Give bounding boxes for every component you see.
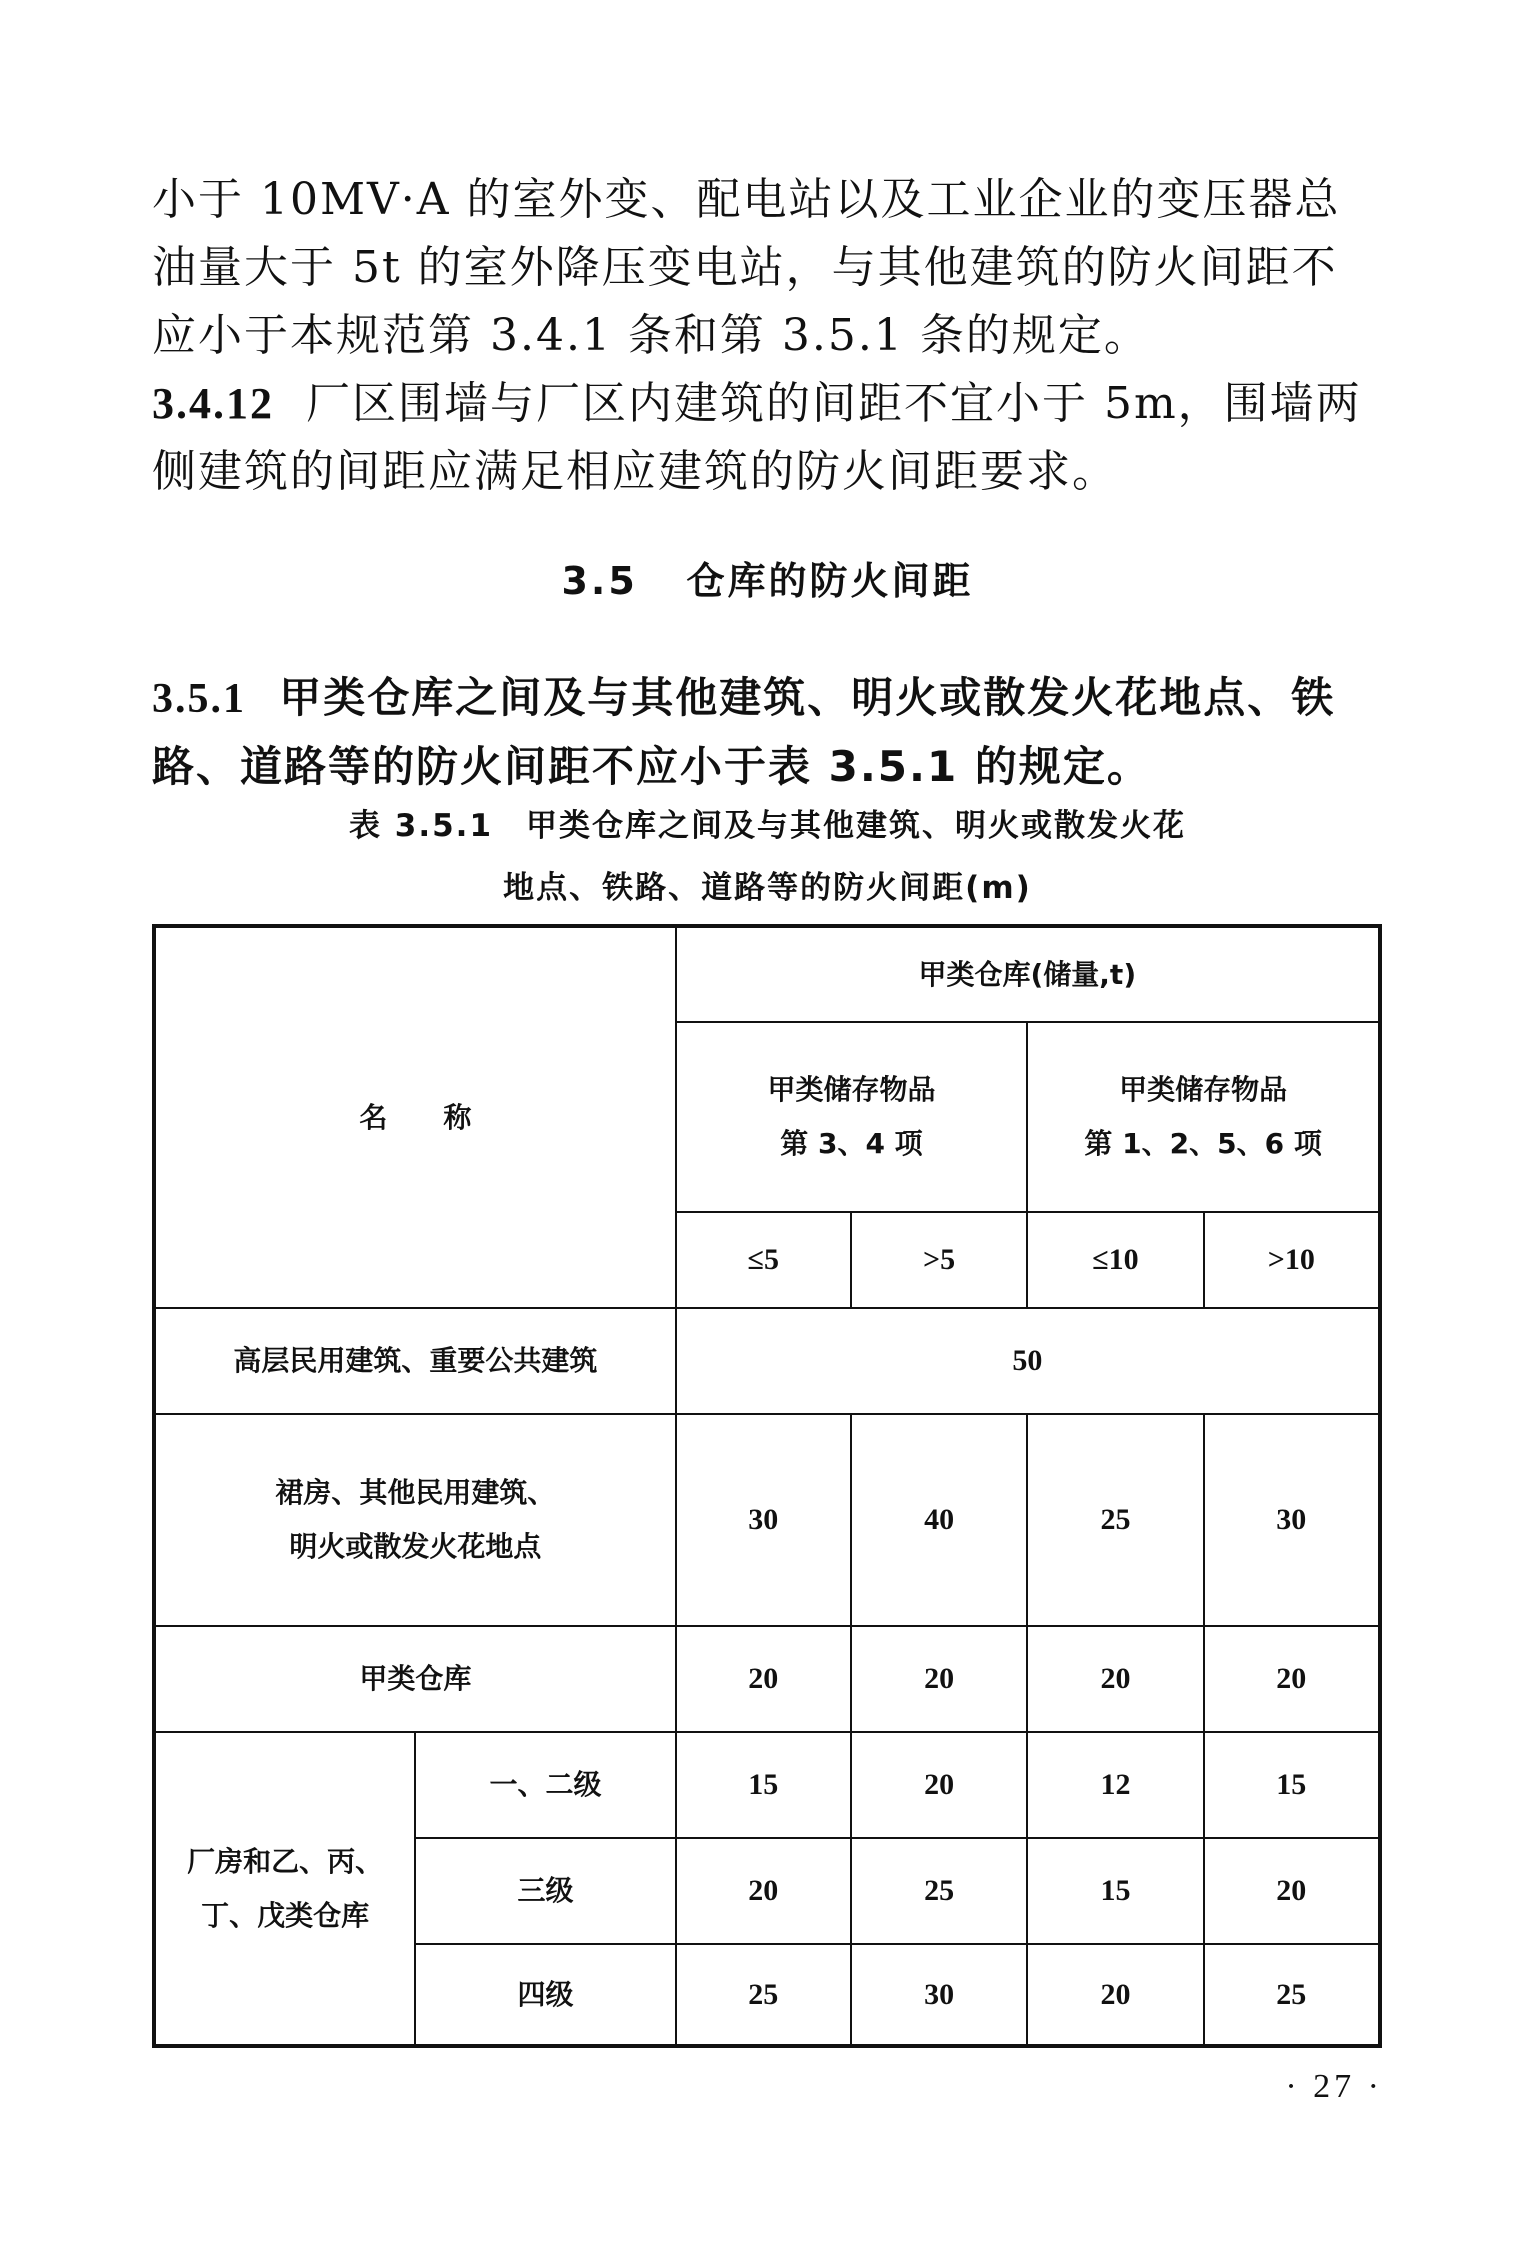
row-label-line: 厂房和乙、丙、 (187, 1844, 384, 1878)
value-cell: 20 (1027, 1944, 1203, 2046)
table-caption-line1: 表 3.5.1 甲类仓库之间及与其他建筑、明火或散发火花 (348, 808, 1187, 844)
grade-label: 一、二级 (415, 1732, 675, 1838)
name-header: 名 称 (154, 926, 676, 1308)
clause-3-5-1 (152, 664, 1382, 801)
value-cell: 20 (1204, 1838, 1380, 1944)
section-number: 3.5 (561, 559, 638, 603)
value-cell: 25 (676, 1944, 851, 2046)
threshold-cell: >10 (1204, 1212, 1380, 1308)
row-label (154, 1414, 676, 1626)
row-label-line: 裙房、其他民用建筑、 (275, 1476, 556, 1509)
value-cell: 30 (676, 1414, 851, 1626)
clause-number: 3.4.12 (152, 379, 274, 428)
table-row (154, 1732, 1380, 1838)
value-cell: 20 (1027, 1626, 1203, 1732)
value-cell: 15 (1027, 1838, 1203, 1944)
value-cell: 15 (1204, 1732, 1380, 1838)
value-cell: 20 (851, 1626, 1027, 1732)
fire-separation-table (152, 924, 1382, 2048)
value-cell: 30 (851, 1944, 1027, 2046)
threshold-cell: ≤5 (676, 1212, 851, 1308)
table-row (154, 1414, 1380, 1626)
value-cell: 50 (676, 1308, 1380, 1414)
paragraph-continued: 小于 10MV·A 的室外变、配电站以及工业企业的变压器总油量大于 5t 的室外降压变电站，与其他建筑的防火间距不应小于本规范第 3.4.1 条和第 3.5.1 条的规定。 (152, 174, 1341, 361)
group-header: 甲类仓库(储量,t) (676, 926, 1380, 1022)
row-group-label (154, 1732, 415, 2046)
grade-label: 四级 (415, 1944, 675, 2046)
value-cell: 12 (1027, 1732, 1203, 1838)
threshold-cell: ≤10 (1027, 1212, 1203, 1308)
section-title: 仓库的防火间距 (686, 559, 974, 603)
value-cell: 30 (1204, 1414, 1380, 1626)
subheader-line: 甲类储存物品 (1119, 1073, 1288, 1106)
value-cell: 25 (851, 1838, 1027, 1944)
table-caption-line2: 地点、铁路、道路等的防火间距(m) (503, 870, 1032, 906)
section-heading (0, 550, 1535, 605)
page-number: · 27 · (1285, 2068, 1383, 2105)
subheader-line: 甲类储存物品 (767, 1073, 936, 1106)
row-label: 甲类仓库 (154, 1626, 676, 1732)
clause-number: 3.5.1 (152, 676, 246, 722)
table-row (154, 1626, 1380, 1732)
value-cell: 20 (676, 1626, 851, 1732)
row-label-line: 丁、戊类仓库 (201, 1898, 370, 1932)
threshold-cell: >5 (851, 1212, 1027, 1308)
row-label: 高层民用建筑、重要公共建筑 (154, 1308, 676, 1414)
subheader-items-1-2-5-6 (1027, 1022, 1380, 1212)
clause-text: 厂区围墙与厂区内建筑的间距不宜小于 5m，围墙两侧建筑的间距应满足相应建筑的防火间距要求。 (152, 378, 1362, 497)
value-cell: 25 (1204, 1944, 1380, 2046)
table-row (154, 1308, 1380, 1414)
grade-label: 三级 (415, 1838, 675, 1944)
value-cell: 40 (851, 1414, 1027, 1626)
clause-3-4-12 (152, 370, 1382, 506)
row-label-line: 明火或散发火花地点 (289, 1530, 542, 1563)
value-cell: 20 (1204, 1626, 1380, 1732)
subheader-line: 第 3、4 项 (780, 1127, 923, 1160)
value-cell: 20 (851, 1732, 1027, 1838)
value-cell: 25 (1027, 1414, 1203, 1626)
subheader-items-3-4 (676, 1022, 1028, 1212)
subheader-line: 第 1、2、5、6 项 (1084, 1127, 1322, 1160)
value-cell: 20 (676, 1838, 851, 1944)
clause-text: 甲类仓库之间及与其他建筑、明火或散发火花地点、铁路、道路等的防火间距不应小于表 3.5.1 的规定。 (152, 673, 1336, 791)
value-cell: 15 (676, 1732, 851, 1838)
